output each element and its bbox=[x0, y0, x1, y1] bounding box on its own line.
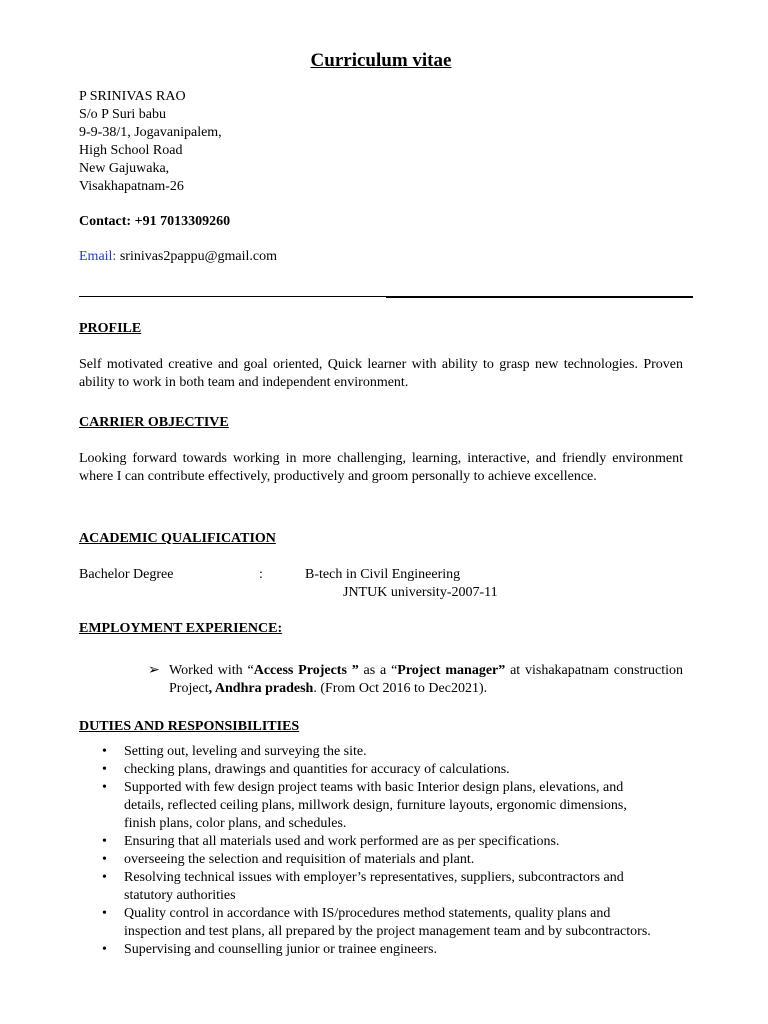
relation-line: S/o P Suri babu bbox=[79, 107, 166, 122]
address-line-4: Visakhapatnam-26 bbox=[79, 179, 184, 194]
divider-line-overlay bbox=[386, 297, 693, 298]
address-line-2: High School Road bbox=[79, 143, 183, 158]
duties-heading: DUTIES AND RESPONSIBILITIES bbox=[79, 719, 300, 734]
duties-list bbox=[102, 743, 662, 959]
profile-text: Self motivated creative and goal oriented, Quick learner with ability to grasp new technologies. Proven ability to work in both team and independent environment. bbox=[79, 357, 683, 390]
bullet-icon: • bbox=[102, 834, 107, 849]
list-item: • Supported with few design project teams with basic Interior design plans, elevations, and details, reflected ceiling plans, millwork design, furniture layouts, ergonomic dimensions, finish plans, color plans, and schedules. bbox=[102, 780, 627, 831]
list-item: • overseeing the selection and requisition of materials and plant. bbox=[102, 852, 475, 867]
address-block bbox=[79, 88, 222, 196]
company-name: Access Projects ” bbox=[253, 663, 359, 678]
bullet-icon: • bbox=[102, 870, 107, 885]
contact-number: Contact: +91 7013309260 bbox=[79, 214, 231, 229]
bullet-icon: • bbox=[102, 780, 107, 795]
address-line-1: 9-9-38/1, Jogavanipalem, bbox=[79, 125, 222, 140]
degree-label: Bachelor Degree bbox=[79, 567, 174, 582]
employment-text: Worked with “Access Projects ” as a “Project manager” at vishakapatnam construction Project, Andhra pradesh. (From Oct 2016 to Dec2021). bbox=[169, 663, 684, 696]
list-item: • Ensuring that all materials used and work performed are as per specifications. bbox=[102, 834, 560, 849]
list-item: • Resolving technical issues with employer’s representatives, suppliers, subcontractors and statutory authorities bbox=[102, 870, 624, 903]
degree-name: B-tech in Civil Engineering bbox=[305, 567, 461, 582]
document-title: Curriculum vitae bbox=[310, 50, 452, 71]
bullet-icon: • bbox=[102, 762, 107, 777]
state-name: , Andhra pradesh bbox=[208, 681, 314, 696]
bullet-icon: • bbox=[102, 852, 107, 867]
email-label: Email: bbox=[79, 249, 117, 264]
employment-heading: EMPLOYMENT EXPERIENCE: bbox=[79, 621, 283, 636]
academic-heading: ACADEMIC QUALIFICATION bbox=[79, 531, 276, 546]
list-item: • Supervising and counselling junior or trainee engineers. bbox=[102, 942, 437, 957]
job-role: Project manager” bbox=[397, 663, 506, 678]
objective-text: Looking forward towards working in more challenging, learning, interactive, and friendly environment where I can contribute effectively, productively and groom personally to achieve excellence. bbox=[79, 451, 683, 484]
profile-heading: PROFILE bbox=[79, 321, 142, 336]
list-item: • Setting out, leveling and surveying the site. bbox=[102, 744, 367, 759]
degree-university: JNTUK university-2007-11 bbox=[343, 585, 498, 600]
list-item: • checking plans, drawings and quantities for accuracy of calculations. bbox=[102, 762, 510, 777]
bullet-icon: • bbox=[102, 744, 107, 759]
email-address[interactable]: srinivas2pappu@gmail.com bbox=[116, 249, 277, 264]
email-line bbox=[79, 248, 277, 266]
bullet-icon: • bbox=[102, 942, 107, 957]
applicant-name: P SRINIVAS RAO bbox=[79, 89, 186, 104]
bullet-icon: • bbox=[102, 906, 107, 921]
list-item: • Quality control in accordance with IS/procedures method statements, quality plans and inspection and test plans, all prepared by the project management team and by subcontractors. bbox=[102, 906, 651, 939]
address-line-3: New Gajuwaka, bbox=[79, 161, 170, 176]
degree-separator: : bbox=[259, 567, 263, 582]
objective-heading: CARRIER OBJECTIVE bbox=[79, 415, 229, 430]
arrow-bullet-icon: ➢ bbox=[148, 663, 160, 678]
